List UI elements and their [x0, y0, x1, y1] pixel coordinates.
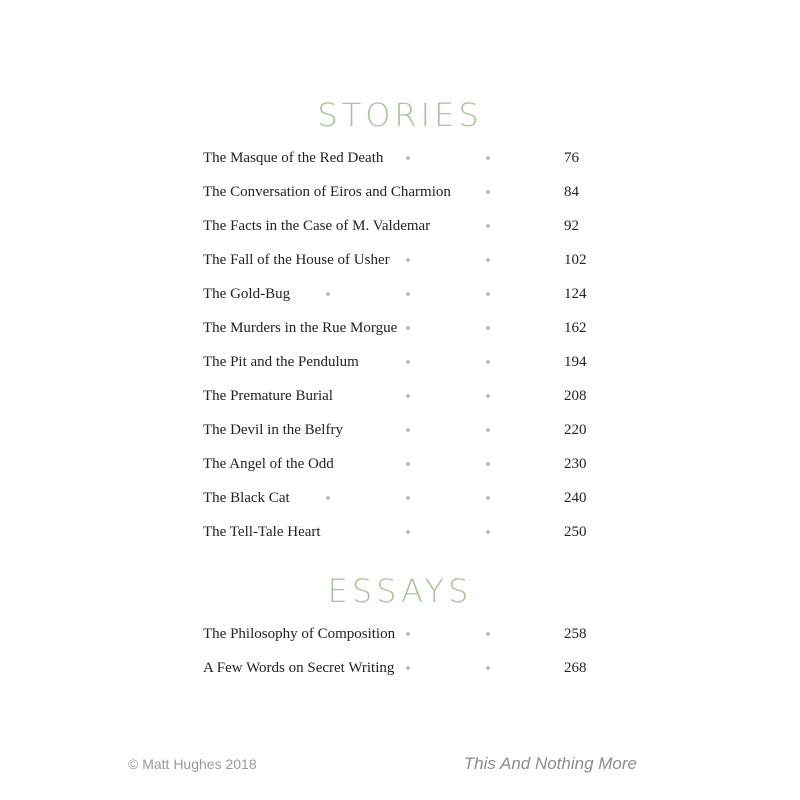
- leader-dot: [486, 360, 490, 364]
- toc-entry-title: The Fall of the House of Usher: [203, 252, 390, 268]
- toc-entry-title: The Gold-Bug: [203, 286, 291, 302]
- leader-dot: [486, 258, 490, 262]
- leader-dot: [326, 496, 330, 500]
- toc-entry-page-number: 230: [564, 456, 587, 472]
- toc-entry-title: The Devil in the Belfry: [203, 422, 343, 438]
- toc-entry-page-number: 92: [564, 218, 579, 234]
- leader-dot: [486, 156, 490, 160]
- toc-entry: [0, 216, 800, 250]
- toc-entry: [0, 488, 800, 522]
- leader-dot: [406, 394, 410, 398]
- toc-entry: [0, 318, 800, 352]
- section-heading: ESSAYS: [327, 572, 473, 610]
- book-tagline: This And Nothing More: [463, 754, 637, 773]
- leader-dot: [406, 530, 410, 534]
- toc-entry: [0, 148, 800, 182]
- leader-dot: [486, 428, 490, 432]
- leader-dot: [406, 258, 410, 262]
- leader-dot: [486, 530, 490, 534]
- leader-dot: [486, 496, 490, 500]
- toc-entry-page-number: 268: [564, 660, 587, 676]
- leader-dot: [406, 428, 410, 432]
- leader-dot: [406, 462, 410, 466]
- toc-entry-page-number: 194: [564, 354, 587, 370]
- leader-dot: [406, 632, 410, 636]
- toc-entry: [0, 182, 800, 216]
- toc-entry-title: The Tell-Tale Heart: [203, 524, 321, 540]
- toc-entry-page-number: 162: [564, 320, 587, 336]
- toc-entry-page-number: 102: [564, 252, 587, 268]
- toc-entry: [0, 420, 800, 454]
- toc-entry-title: The Pit and the Pendulum: [203, 354, 359, 370]
- toc-entry-page-number: 124: [564, 286, 587, 302]
- leader-dot: [406, 326, 410, 330]
- toc-entry: [0, 522, 800, 556]
- toc-entry-title: The Masque of the Red Death: [203, 150, 384, 166]
- toc-entry-title: The Facts in the Case of M. Valdemar: [203, 218, 431, 234]
- leader-dot: [486, 224, 490, 228]
- toc-entry-title: The Conversation of Eiros and Charmion: [203, 184, 451, 200]
- leader-dot: [406, 496, 410, 500]
- toc-entry-title: A Few Words on Secret Writing: [203, 660, 395, 676]
- leader-dot: [406, 156, 410, 160]
- leader-dot: [486, 666, 490, 670]
- toc-entry: [0, 386, 800, 420]
- toc-entry-title: The Murders in the Rue Morgue: [203, 320, 398, 336]
- leader-dot: [326, 292, 330, 296]
- toc-entry-title: The Philosophy of Composition: [203, 626, 396, 642]
- leader-dot: [486, 326, 490, 330]
- leader-dot: [486, 292, 490, 296]
- section-heading: STORIES: [317, 96, 483, 134]
- toc-entry: [0, 658, 800, 692]
- leader-dot: [406, 360, 410, 364]
- leader-dot: [486, 394, 490, 398]
- toc-entry-title: The Black Cat: [203, 490, 290, 506]
- leader-dot: [406, 666, 410, 670]
- toc-entry: [0, 624, 800, 658]
- toc-entry-page-number: 240: [564, 490, 587, 506]
- toc-entry: [0, 352, 800, 386]
- toc-entry-page-number: 76: [564, 150, 579, 166]
- copyright-text: © Matt Hughes 2018: [128, 756, 257, 772]
- toc-entry: [0, 454, 800, 488]
- leader-dot: [486, 632, 490, 636]
- toc-entry: [0, 284, 800, 318]
- toc-entry-page-number: 250: [564, 524, 587, 540]
- toc-entry-page-number: 220: [564, 422, 587, 438]
- leader-dot: [406, 292, 410, 296]
- toc-entry-page-number: 208: [564, 388, 587, 404]
- leader-dot: [486, 462, 490, 466]
- toc-entry-page-number: 258: [564, 626, 587, 642]
- leader-dot: [486, 190, 490, 194]
- toc-entry-page-number: 84: [564, 184, 579, 200]
- toc-entry: [0, 250, 800, 284]
- toc-entry-title: The Premature Burial: [203, 388, 333, 404]
- toc-entry-title: The Angel of the Odd: [203, 456, 334, 472]
